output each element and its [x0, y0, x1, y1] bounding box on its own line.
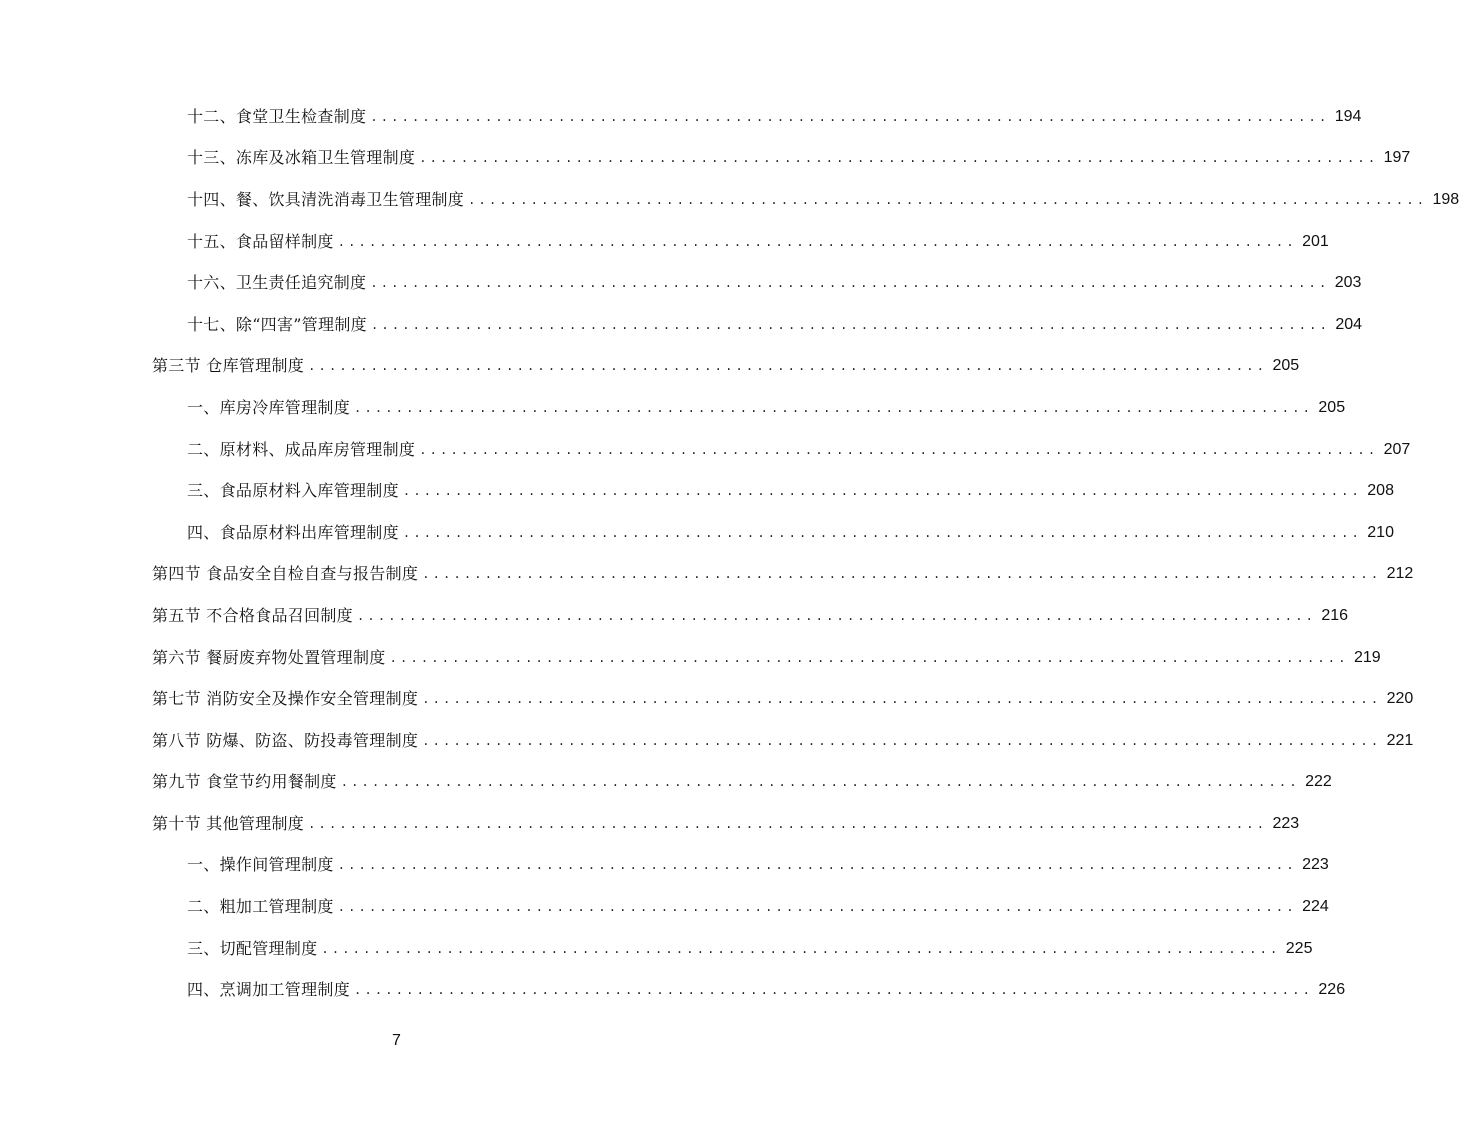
toc-leader-dots: ............................................................................................	[422, 733, 1382, 748]
toc-entry-title: 第三节 仓库管理制度	[152, 356, 305, 376]
toc-leader-dots: ............................................................................................	[402, 484, 1362, 499]
toc-leader-dots: ............................................................................................	[389, 650, 1349, 665]
toc-entry-title: 一、库房冷库管理制度	[187, 397, 351, 417]
toc-entry[interactable]	[0, 512, 1394, 554]
toc-leader-dots: ............................................................................................	[357, 608, 1317, 623]
toc-leader-dots: ............................................................................................	[337, 858, 1297, 873]
toc-entry[interactable]	[0, 387, 1346, 429]
toc-leader-dots: ............................................................................................	[419, 442, 1379, 457]
toc-section-entry[interactable]	[0, 595, 1349, 637]
toc-entry[interactable]	[0, 886, 1329, 928]
toc-entry-page: 197	[1383, 149, 1411, 167]
toc-entry-page: 203	[1334, 274, 1362, 292]
toc-entry-title: 第十节 其他管理制度	[152, 813, 305, 833]
toc-entry-title: 十二、食堂卫生检查制度	[187, 106, 367, 126]
toc-entry-page: 201	[1302, 232, 1329, 250]
toc-leader-dots: ............................................................................................	[370, 317, 1331, 332]
toc-entry-title: 四、食品原材料出库管理制度	[187, 522, 399, 542]
toc-entry[interactable]	[0, 969, 1346, 1011]
toc-leader-dots: ............................................................................................	[422, 692, 1382, 707]
toc-leader-dots: ............................................................................................	[354, 400, 1314, 415]
toc-entry-title: 四、烹调加工管理制度	[187, 980, 351, 1000]
toc-entry[interactable]	[0, 304, 1363, 346]
toc-section-entry[interactable]	[0, 678, 1414, 720]
toc-entry-page: 207	[1383, 440, 1411, 458]
toc-entry-title: 二、原材料、成品库房管理制度	[187, 439, 416, 459]
toc-entry-page: 220	[1386, 690, 1414, 708]
toc-section-entry[interactable]	[0, 803, 1300, 845]
toc-entry-page: 204	[1335, 315, 1363, 333]
toc-entry-page: 208	[1367, 482, 1394, 500]
toc-entry-page: 225	[1285, 939, 1313, 957]
toc-entry-page: 219	[1353, 648, 1381, 666]
toc-leader-dots: ............................................................................................	[419, 151, 1379, 166]
toc-entry-page: 223	[1302, 856, 1329, 874]
toc-leader-dots: ............................................................................................	[340, 775, 1300, 790]
toc-entry[interactable]	[0, 262, 1362, 304]
toc-leader-dots: ............................................................................................	[308, 816, 1268, 831]
toc-entry-page: 216	[1321, 606, 1349, 624]
table-of-contents	[0, 96, 1459, 1011]
toc-entry-page: 205	[1318, 398, 1346, 416]
toc-entry-title: 三、切配管理制度	[187, 938, 318, 958]
toc-leader-dots: ............................................................................................	[337, 900, 1297, 915]
toc-leader-dots: ............................................................................................	[468, 192, 1428, 207]
toc-entry[interactable]	[0, 221, 1329, 263]
toc-entry-page: 222	[1305, 773, 1332, 791]
page-number: 7	[392, 1032, 401, 1049]
toc-entry-title: 第五节 不合格食品召回制度	[152, 605, 353, 625]
toc-entry-title: 十七、除“四害”管理制度	[187, 314, 367, 334]
toc-entry-page: 226	[1318, 981, 1346, 999]
toc-section-entry[interactable]	[0, 346, 1300, 388]
toc-section-entry[interactable]	[0, 554, 1414, 596]
toc-section-entry[interactable]	[0, 637, 1381, 679]
toc-entry[interactable]	[0, 845, 1329, 887]
toc-entry-title: 十六、卫生责任追究制度	[187, 273, 367, 293]
toc-entry-title: 三、食品原材料入库管理制度	[187, 481, 399, 501]
toc-leader-dots: ............................................................................................	[370, 109, 1330, 124]
toc-entry[interactable]	[0, 928, 1313, 970]
toc-entry-page: 224	[1302, 898, 1329, 916]
toc-leader-dots: ............................................................................................	[321, 941, 1281, 956]
toc-section-entry[interactable]	[0, 720, 1414, 762]
toc-entry-page: 194	[1334, 107, 1362, 125]
toc-entry-title: 十三、冻库及冰箱卫生管理制度	[187, 148, 416, 168]
toc-entry-page: 212	[1386, 565, 1414, 583]
toc-entry-page: 223	[1272, 814, 1300, 832]
toc-entry[interactable]	[0, 179, 1459, 221]
toc-leader-dots: ............................................................................................	[422, 567, 1382, 582]
toc-entry-title: 十五、食品留样制度	[187, 231, 334, 251]
toc-entry-page: 198	[1432, 190, 1459, 208]
toc-leader-dots: ............................................................................................	[354, 983, 1314, 998]
toc-section-entry[interactable]	[0, 762, 1332, 804]
toc-leader-dots: ............................................................................................	[308, 359, 1268, 374]
toc-leader-dots: ............................................................................................	[370, 276, 1330, 291]
toc-entry-title: 第九节 食堂节约用餐制度	[152, 772, 337, 792]
toc-entry-page: 221	[1386, 731, 1414, 749]
toc-entry[interactable]	[0, 96, 1362, 138]
toc-entry-title: 第八节 防爆、防盗、防投毒管理制度	[152, 730, 419, 750]
toc-leader-dots: ............................................................................................	[402, 525, 1362, 540]
toc-leader-dots: ............................................................................................	[337, 234, 1297, 249]
toc-entry-title: 第六节 餐厨废弃物处置管理制度	[152, 647, 386, 667]
toc-entry-page: 205	[1272, 357, 1300, 375]
toc-entry[interactable]	[0, 470, 1394, 512]
toc-entry-title: 一、操作间管理制度	[187, 855, 334, 875]
toc-entry-page: 210	[1367, 523, 1394, 541]
toc-entry[interactable]	[0, 429, 1411, 471]
toc-entry[interactable]	[0, 138, 1411, 180]
toc-entry-title: 第四节 食品安全自检自查与报告制度	[152, 564, 419, 584]
toc-entry-title: 第七节 消防安全及操作安全管理制度	[152, 689, 419, 709]
toc-entry-title: 二、粗加工管理制度	[187, 897, 334, 917]
toc-entry-title: 十四、餐、饮具清洗消毒卫生管理制度	[187, 189, 465, 209]
